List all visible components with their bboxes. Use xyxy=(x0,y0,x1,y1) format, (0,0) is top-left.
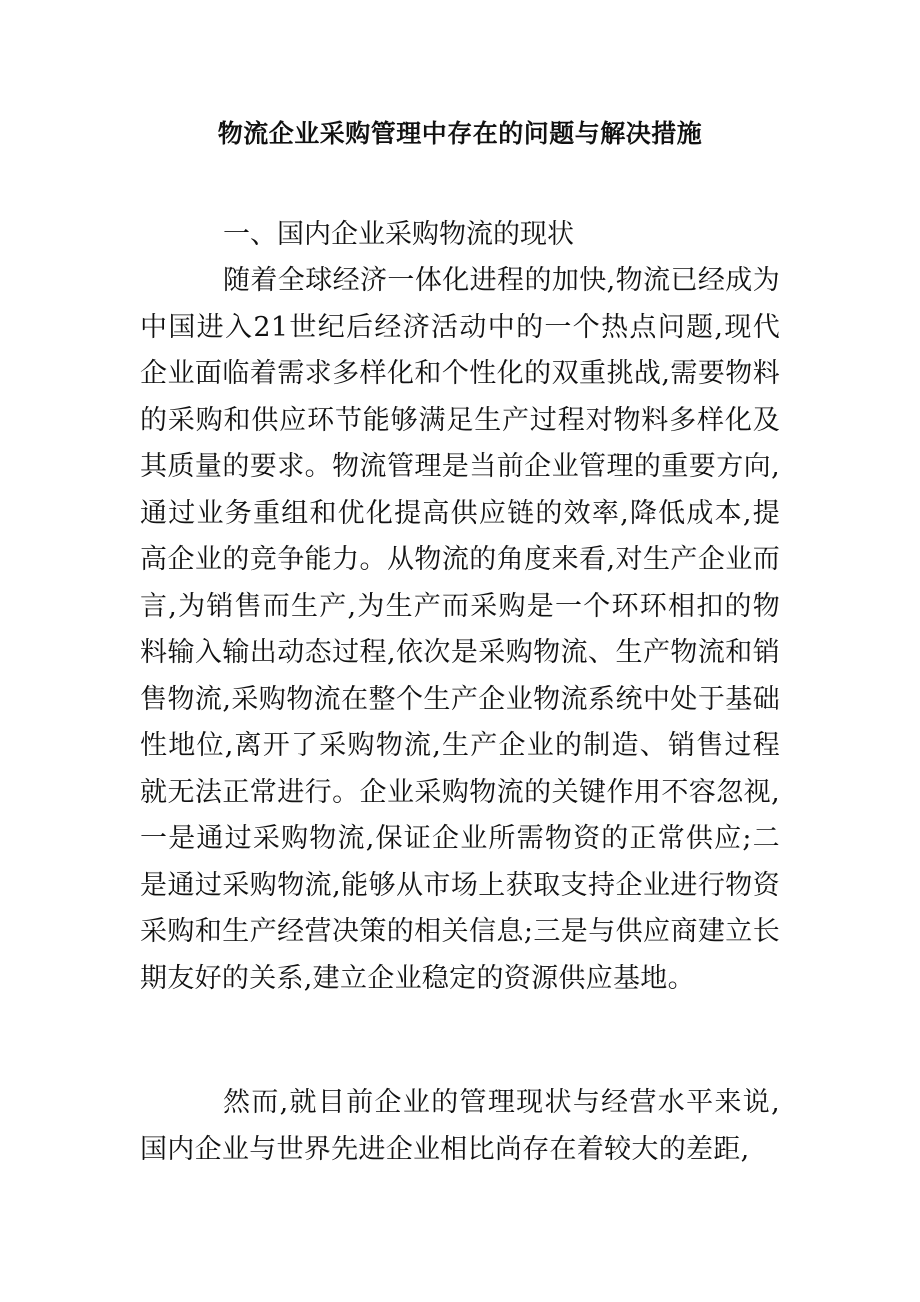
paragraph-1: 随着全球经济一体化进程的加快,物流已经成为中国进入21世纪后经济活动中的一个热点问题,现代企业面临着需求多样化和个性化的双重挑战,需要物料的采购和供应环节能够满足生产过程对物料多样化及其质量的要求。物流管理是当前企业管理的重要方向,通过业务重组和优化提高供应链的效率,降低成本,提高企业的竞争能力。从物流的角度来看,对生产企业而言,为销售而生产,为生产而采购是一个环环相扣的物料输入输出动态过程,依次是采购物流、生产物流和销售物流,采购物流在整个生产企业物流系统中处于基础性地位,离开了采购物流,生产企业的制造、销售过程就无法正常进行。企业采购物流的关键作用不容忽视,一是通过采购物流,保证企业所需物资的正常供应;二是通过采购物流,能够从市场上获取支持企业进行物资采购和生产经营决策的相关信息;三是与供应商建立长期友好的关系,建立企业稳定的资源供应基地。 xyxy=(140,265,780,994)
section-heading: 一、国内企业采购物流的现状 xyxy=(223,219,574,250)
paragraph-2: 然而,就目前企业的管理现状与经营水平来说,国内企业与世界先进企业相比尚存在着较大的差距, xyxy=(140,1087,780,1165)
document-title: 物流企业采购管理中存在的问题与解决措施 xyxy=(217,119,703,148)
